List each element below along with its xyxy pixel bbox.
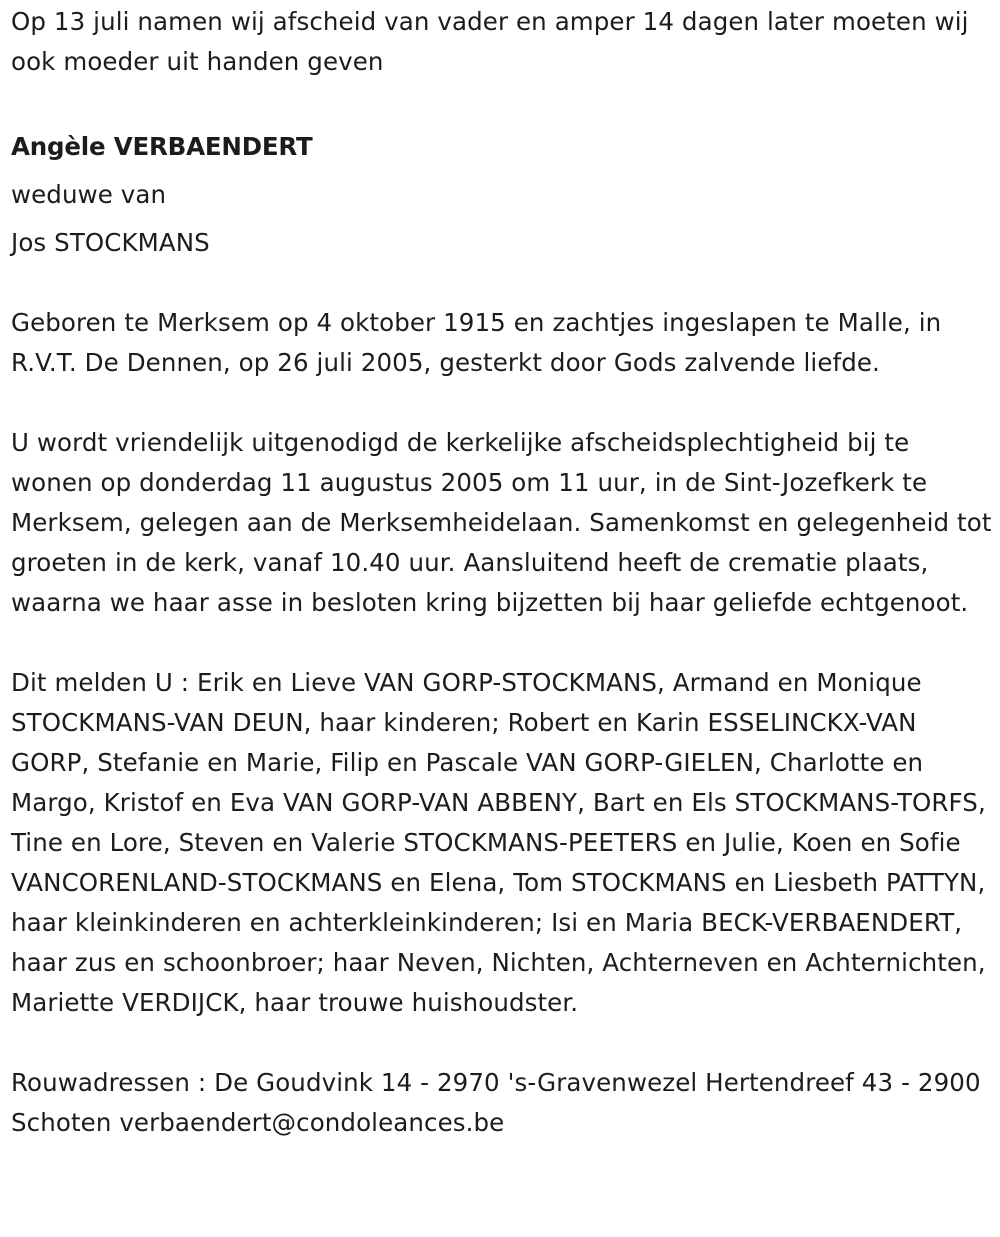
addresses-text: Rouwadressen : De Goudvink 14 - 2970 's-Gravenwezel Hertendreef 43 - 2900 Schoten verbaendert@condoleances.be (11, 1068, 981, 1137)
invitation-text: U wordt vriendelijk uitgenodigd de kerkelijke afscheidsplechtigheid bij te wonen op donderdag 11 augustus 2005 om 11 uur, in de Sint-Jozefkerk te Merksem, gelegen aan de Merksemheidelaan. Samenkomst en gelegenheid tot groeten in de kerk, vanaf 10.40 uur. Aansluitend heeft de crematie plaats, waarna we haar asse in besloten kring bijzetten bij haar geliefde echtgenoot. (11, 428, 992, 617)
relation-text: weduwe van (11, 180, 167, 209)
obituary-notice (11, 0, 995, 1143)
spouse-name: Jos STOCKMANS (11, 228, 210, 257)
deceased-name: Angèle VERBAENDERT (11, 132, 313, 161)
announcers-text: Dit melden U : Erik en Lieve VAN GORP-STOCKMANS, Armand en Monique STOCKMANS-VAN DEUN, haar kinderen; Robert en Karin ESSELINCKX-VAN GORP, Stefanie en Marie, Filip en Pascale VAN GORP-GIELEN, Charlotte en Margo, Kristof en Eva VAN GORP-VAN ABBENY, Bart en Els STOCKMANS-TORFS, Tine en Lore, Steven en Valerie STOCKMANS-PEETERS en Julie, Koen en Sofie VANCORENLAND-STOCKMANS en Elena, Tom STOCKMANS en Liesbeth PATTYN, haar kleinkinderen en achterkleinkinderen; Isi en Maria BECK-VERBAENDERT, haar zus en schoonbroer; haar Neven, Nichten, Achterneven en Achternichten, Mariette VERDIJCK, haar trouwe huishoudster. (11, 668, 986, 1017)
intro-text: Op 13 juli namen wij afscheid van vader en amper 14 dagen later moeten wij ook moeder uit handen geven (11, 7, 969, 76)
birth-death-text: Geboren te Merksem op 4 oktober 1915 en zachtjes ingeslapen te Malle, in R.V.T. De Dennen, op 26 juli 2005, gesterkt door Gods zalvende liefde. (11, 308, 942, 377)
